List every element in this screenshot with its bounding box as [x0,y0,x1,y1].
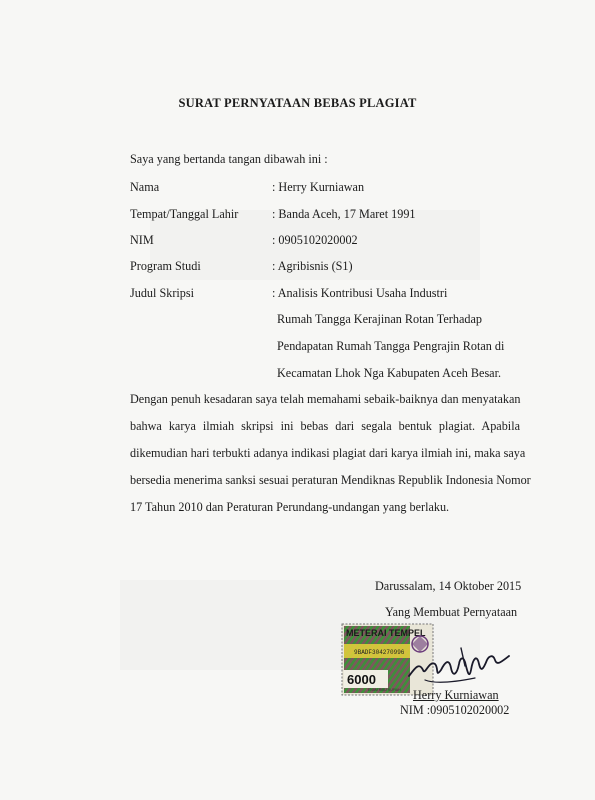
stamp-value-text: 6000 [347,672,376,687]
stamp-code-text: 9BADF304270996 [354,649,405,656]
field-value-nim: : 0905102020002 [272,233,358,247]
place-date: Darussalam, 14 Oktober 2015 [375,579,522,593]
statement-line: bahwa karya ilmiah skripsi ini bebas dari segala bentuk plagiat. Apabila [130,419,520,433]
signer-name: Herry Kurniawan [413,688,499,702]
judul-continuation-line: Pendapatan Rumah Tangga Pengrajin Rotan di [277,339,505,353]
document-title: SURAT PERNYATAAN BEBAS PLAGIAT [178,96,417,110]
field-label-ttl: Tempat/Tanggal Lahir [130,207,239,221]
signer-caption: Yang Membuat Pernyataan [385,605,518,619]
field-value-prodi: : Agribisnis (S1) [272,259,353,273]
stamp-header-text: METERAI TEMPEL [346,628,426,638]
field-label-nama: Nama [130,180,160,194]
stamp-value-caption: ENAM RIBU RUPIAH [368,688,401,692]
intro-text: Saya yang bertanda tangan dibawah ini : [130,152,328,166]
field-value-judul: : Analisis Kontribusi Usaha Industri [272,286,448,300]
handwritten-signature [405,640,515,688]
statement-line: dikemudian hari terbukti adanya indikasi plagiat dari karya ilmiah ini, maka saya [130,446,526,460]
signer-nim: NIM :0905102020002 [400,703,510,717]
field-label-prodi: Program Studi [130,259,201,273]
statement-line: Dengan penuh kesadaran saya telah memahami sebaik-baiknya dan menyatakan [130,392,521,406]
judul-continuation-line: Rumah Tangga Kerajinan Rotan Terhadap [277,312,482,326]
field-value-nama: : Herry Kurniawan [272,180,365,194]
statement-line: 17 Tahun 2010 dan Peraturan Perundang-undangan yang berlaku. [130,500,450,514]
field-value-ttl: : Banda Aceh, 17 Maret 1991 [272,207,416,221]
judul-continuation-line: Kecamatan Lhok Nga Kabupaten Aceh Besar. [277,366,502,380]
field-label-judul: Judul Skripsi [130,286,194,300]
field-label-nim: NIM [130,233,154,247]
statement-line: bersedia menerima sanksi sesuai peraturan Mendiknas Republik Indonesia Nomor [130,473,531,487]
